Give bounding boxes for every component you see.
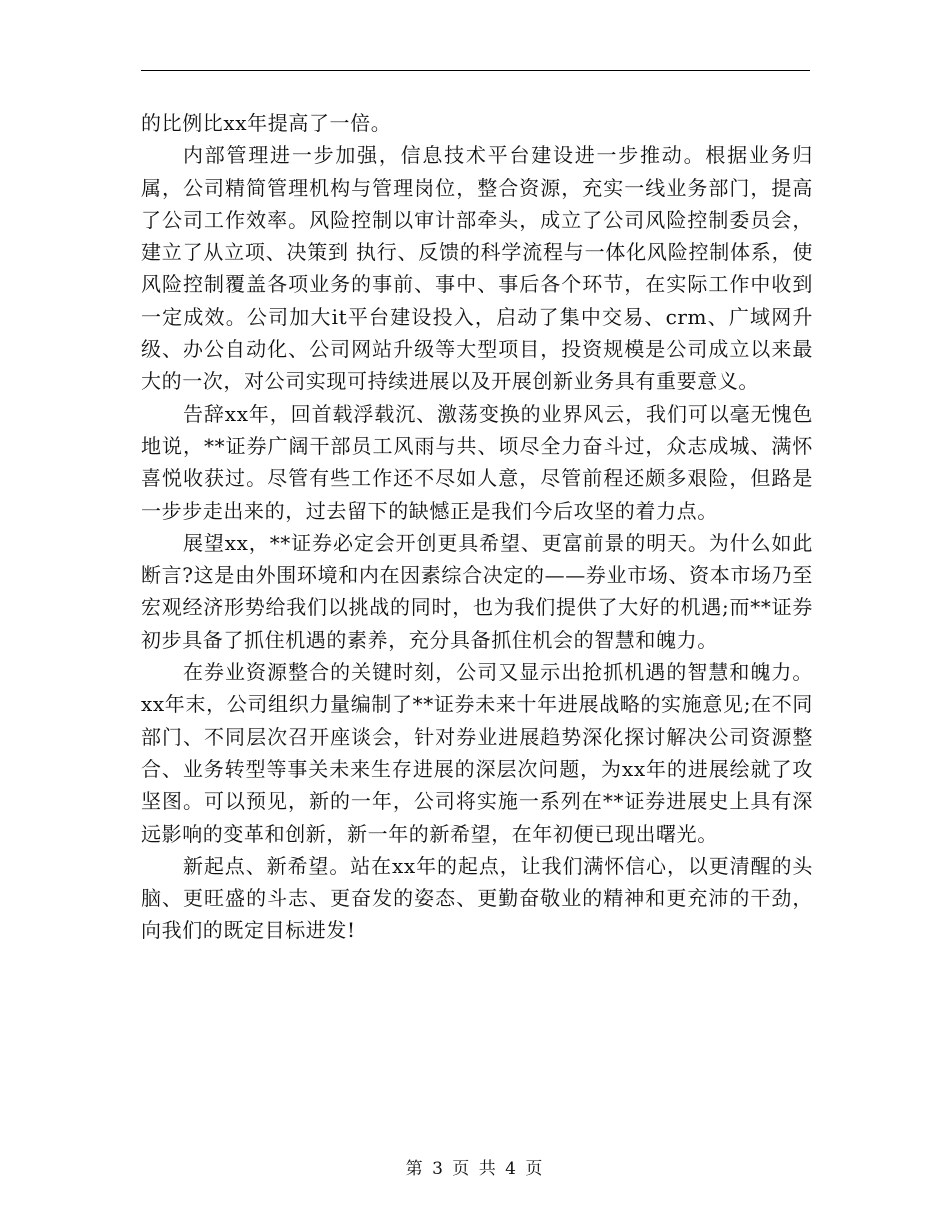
paragraph-integration: 在券业资源整合的关键时刻，公司又显示出抢抓机遇的智慧和魄力。xx年末，公司组织力量编制了**证券未来十年进展战略的实施意见;在不同部门、不同层次召开座谈会，针对券业进展趋势深化探讨解决公司资源整合、业务转型等事关未来生存进展的深层次问题，为xx年的进展绘就了攻坚图。可以预见，新的一年，公司将实施一系列在**证券进展史上具有深远影响的变革和创新，新一年的新希望，在年初便已现出曙光。 bbox=[141, 660, 813, 846]
paragraph-new-start: 新起点、新希望。站在xx年的起点，让我们满怀信心，以更清醒的头脑、更旺盛的斗志、更奋发的姿态、更勤奋敬业的精神和更充沛的干劲，向我们的既定目标进发! bbox=[141, 853, 813, 943]
paragraph-farewell: 告辞xx年，回首载浮载沉、激荡变换的业界风云，我们可以毫无愧色地说，**证券广阔干部员工风雨与共、顷尽全力奋斗过，众志成城、满怀喜悦收获过。尽管有些工作还不尽如人意，尽管前程还颇多艰险，但路是一步步走出来的，过去留下的缺憾正是我们今后攻坚的着力点。 bbox=[141, 401, 813, 523]
header-rule bbox=[141, 70, 810, 71]
paragraph-outlook: 展望xx，**证券必定会开创更具希望、更富前景的明天。为什么如此断言?这是由外围环境和内在因素综合决定的——券业市场、资本市场乃至宏观经济形势给我们以挑战的同时，也为我们提供了大好的机遇;而**证券初步具备了抓住机遇的素养，充分具备抓住机会的智慧和魄力。 bbox=[141, 530, 813, 652]
paragraph-internal-management: 内部管理进一步加强，信息技术平台建设进一步推动。根据业务归属，公司精简管理机构与管理岗位，整合资源，充实一线业务部门，提高了公司工作效率。风险控制以审计部牵头，成立了公司风险控制委员会，建立了从立项、决策到 执行、反馈的科学流程与一体化风险控制体系，使风险控制覆盖各项业务的事前、事中、事后各个环节，在实际工作中收到一定成效。公司加大it平台建设投入，启动了集中交易、crm、广域网升级、办公自动化、公司网站升级等大型项目，投资规模是公司成立以来最大的一次，对公司实现可持续进展以及开展创新业务具有重要意义。 bbox=[141, 143, 813, 394]
paragraph-continuation: 的比例比xx年提高了一倍。 bbox=[141, 111, 392, 135]
document-body bbox=[141, 107, 813, 947]
page-number-footer: 第 3 页 共 4 页 bbox=[405, 1159, 545, 1179]
